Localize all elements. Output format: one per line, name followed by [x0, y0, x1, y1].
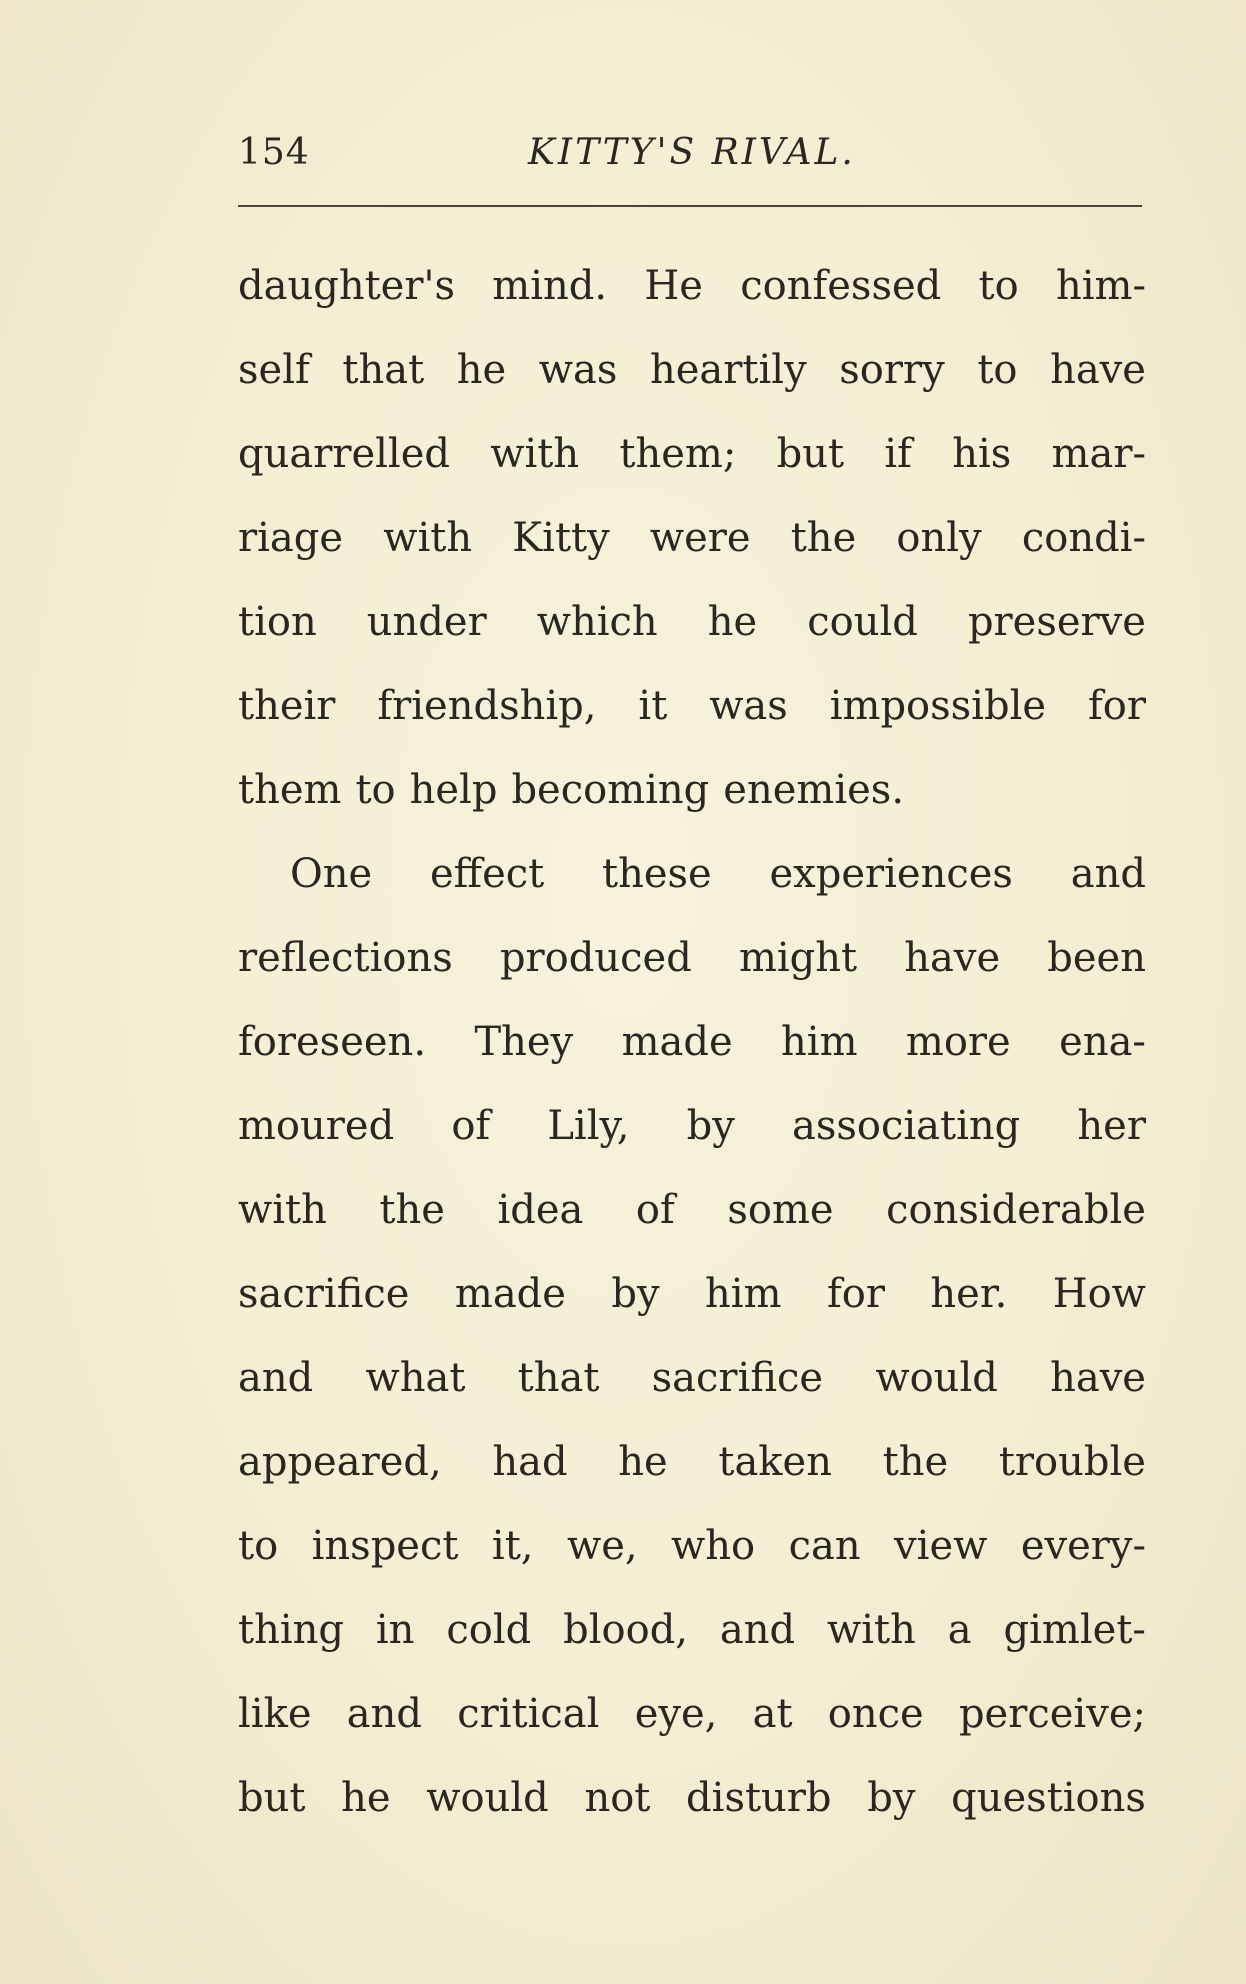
- word: with: [827, 1607, 916, 1653]
- body-text: [238, 244, 1146, 1840]
- running-title: KITTY'S RIVAL.: [528, 132, 856, 173]
- word: impossible: [829, 683, 1047, 729]
- text-line: [238, 496, 1146, 580]
- text-line: [238, 748, 1146, 832]
- word: the: [882, 1439, 949, 1485]
- word: that: [517, 1355, 600, 1401]
- word: for: [826, 1271, 885, 1317]
- word: under: [366, 599, 487, 645]
- word: who: [671, 1523, 756, 1569]
- word: How: [1052, 1271, 1146, 1317]
- word: and: [346, 1691, 422, 1737]
- word: him-: [1055, 263, 1146, 309]
- word: sacrifice: [651, 1355, 824, 1401]
- word: could: [807, 599, 918, 645]
- word: he: [341, 1775, 391, 1821]
- word: and: [719, 1607, 796, 1653]
- word: with: [490, 431, 580, 477]
- word: produced: [499, 935, 692, 981]
- word: heartily: [650, 347, 807, 393]
- word: not: [584, 1775, 651, 1821]
- word: mar-: [1051, 431, 1146, 477]
- word: but: [776, 431, 845, 477]
- word: effect: [430, 851, 545, 897]
- text-line: [238, 1756, 1146, 1840]
- word: more: [905, 1019, 1011, 1065]
- word: ena-: [1059, 1019, 1146, 1065]
- text-line: [238, 1672, 1146, 1756]
- word: preserve: [967, 599, 1146, 645]
- word: a: [947, 1607, 972, 1653]
- word: mind.: [492, 263, 608, 309]
- word: gimlet-: [1003, 1607, 1146, 1653]
- word: can: [788, 1523, 861, 1569]
- word: to: [238, 1523, 279, 1569]
- word: him: [781, 1019, 858, 1065]
- text-line: [238, 916, 1146, 1000]
- word: enemies.: [723, 767, 905, 813]
- word: view: [894, 1523, 988, 1569]
- word: self: [238, 347, 310, 393]
- word: was: [709, 683, 788, 729]
- word: like: [238, 1691, 312, 1737]
- word: was: [538, 347, 618, 393]
- text-line: [238, 328, 1146, 412]
- word: them: [238, 767, 342, 813]
- word: experiences: [769, 851, 1013, 897]
- text-line: [238, 1420, 1146, 1504]
- word: have: [1050, 1355, 1146, 1401]
- page-number: 154: [238, 132, 310, 173]
- word: but: [238, 1775, 306, 1821]
- word: he: [456, 347, 507, 393]
- word: idea: [497, 1187, 584, 1233]
- word: condi-: [1021, 515, 1146, 561]
- word: blood,: [563, 1607, 689, 1653]
- word: in: [375, 1607, 415, 1653]
- word: him: [705, 1271, 782, 1317]
- word: foreseen.: [238, 1019, 427, 1065]
- text-line: [238, 1588, 1146, 1672]
- word: to: [977, 347, 1018, 393]
- header-rule: [238, 205, 1142, 207]
- word: he: [618, 1439, 668, 1485]
- word: would: [875, 1355, 998, 1401]
- word: of: [635, 1187, 675, 1233]
- word: riage: [238, 515, 344, 561]
- word: sacrifice: [238, 1271, 410, 1317]
- text-line: [238, 1252, 1146, 1336]
- word: made: [621, 1019, 733, 1065]
- word: inspect: [311, 1523, 459, 1569]
- word: with: [383, 515, 473, 561]
- text-line: [238, 664, 1146, 748]
- word: eye,: [634, 1691, 718, 1737]
- text-line: [238, 1084, 1146, 1168]
- word: by: [867, 1775, 916, 1821]
- word: her: [1077, 1103, 1146, 1149]
- word: the: [379, 1187, 445, 1233]
- word: reflections: [238, 935, 453, 981]
- word: perceive;: [958, 1691, 1146, 1737]
- word: it: [638, 683, 668, 729]
- word: their: [238, 683, 336, 729]
- word: cold: [446, 1607, 532, 1653]
- text-line: [238, 244, 1146, 328]
- text-line: [238, 1336, 1146, 1420]
- word: quarrelled: [238, 431, 450, 477]
- word: every-: [1020, 1523, 1146, 1569]
- word: that: [342, 347, 425, 393]
- word: would: [426, 1775, 549, 1821]
- word: questions: [951, 1775, 1146, 1821]
- word: might: [738, 935, 858, 981]
- word: were: [649, 515, 751, 561]
- word: moured: [238, 1103, 395, 1149]
- word: some: [727, 1187, 834, 1233]
- word: daughter's: [238, 263, 455, 309]
- word: of: [451, 1103, 491, 1149]
- word: we,: [566, 1523, 638, 1569]
- word: taken: [718, 1439, 832, 1485]
- running-head: [238, 132, 1144, 182]
- word: made: [454, 1271, 566, 1317]
- word: these: [602, 851, 712, 897]
- word: to: [355, 767, 396, 813]
- word: to: [978, 263, 1019, 309]
- word: Kitty: [512, 515, 610, 561]
- word: appeared,: [238, 1439, 442, 1485]
- word: it,: [491, 1523, 534, 1569]
- word: which: [536, 599, 658, 645]
- word: help: [409, 767, 498, 813]
- word: them;: [619, 431, 737, 477]
- text-line: [238, 1168, 1146, 1252]
- word: if: [884, 431, 912, 477]
- word: becoming: [511, 767, 710, 813]
- word: by: [611, 1271, 660, 1317]
- word: her.: [930, 1271, 1008, 1317]
- word: only: [896, 515, 982, 561]
- word: have: [1050, 347, 1146, 393]
- word: They: [474, 1019, 574, 1065]
- word: He: [644, 263, 703, 309]
- word: his: [952, 431, 1012, 477]
- word: by: [686, 1103, 735, 1149]
- word: been: [1047, 935, 1146, 981]
- word: once: [827, 1691, 924, 1737]
- word: have: [904, 935, 1001, 981]
- word: friendship,: [377, 683, 597, 729]
- word: with: [238, 1187, 327, 1233]
- word: Lily,: [547, 1103, 630, 1149]
- word: tion: [238, 599, 317, 645]
- word: he: [707, 599, 758, 645]
- word: for: [1087, 683, 1146, 729]
- text-line: [238, 412, 1146, 496]
- text-line: [238, 832, 1146, 916]
- word: and: [238, 1355, 314, 1401]
- word: the: [790, 515, 857, 561]
- word: One: [290, 851, 373, 897]
- word: trouble: [998, 1439, 1146, 1485]
- text-line: [238, 1504, 1146, 1588]
- word: and: [1070, 851, 1146, 897]
- word: sorry: [839, 347, 945, 393]
- word: what: [365, 1355, 466, 1401]
- word: at: [752, 1691, 793, 1737]
- text-line: [238, 1000, 1146, 1084]
- text-line: [238, 580, 1146, 664]
- word: critical: [457, 1691, 600, 1737]
- word: considerable: [886, 1187, 1146, 1233]
- word: confessed: [740, 263, 942, 309]
- word: thing: [238, 1607, 344, 1653]
- word: disturb: [686, 1775, 832, 1821]
- word: had: [492, 1439, 568, 1485]
- word: associating: [791, 1103, 1021, 1149]
